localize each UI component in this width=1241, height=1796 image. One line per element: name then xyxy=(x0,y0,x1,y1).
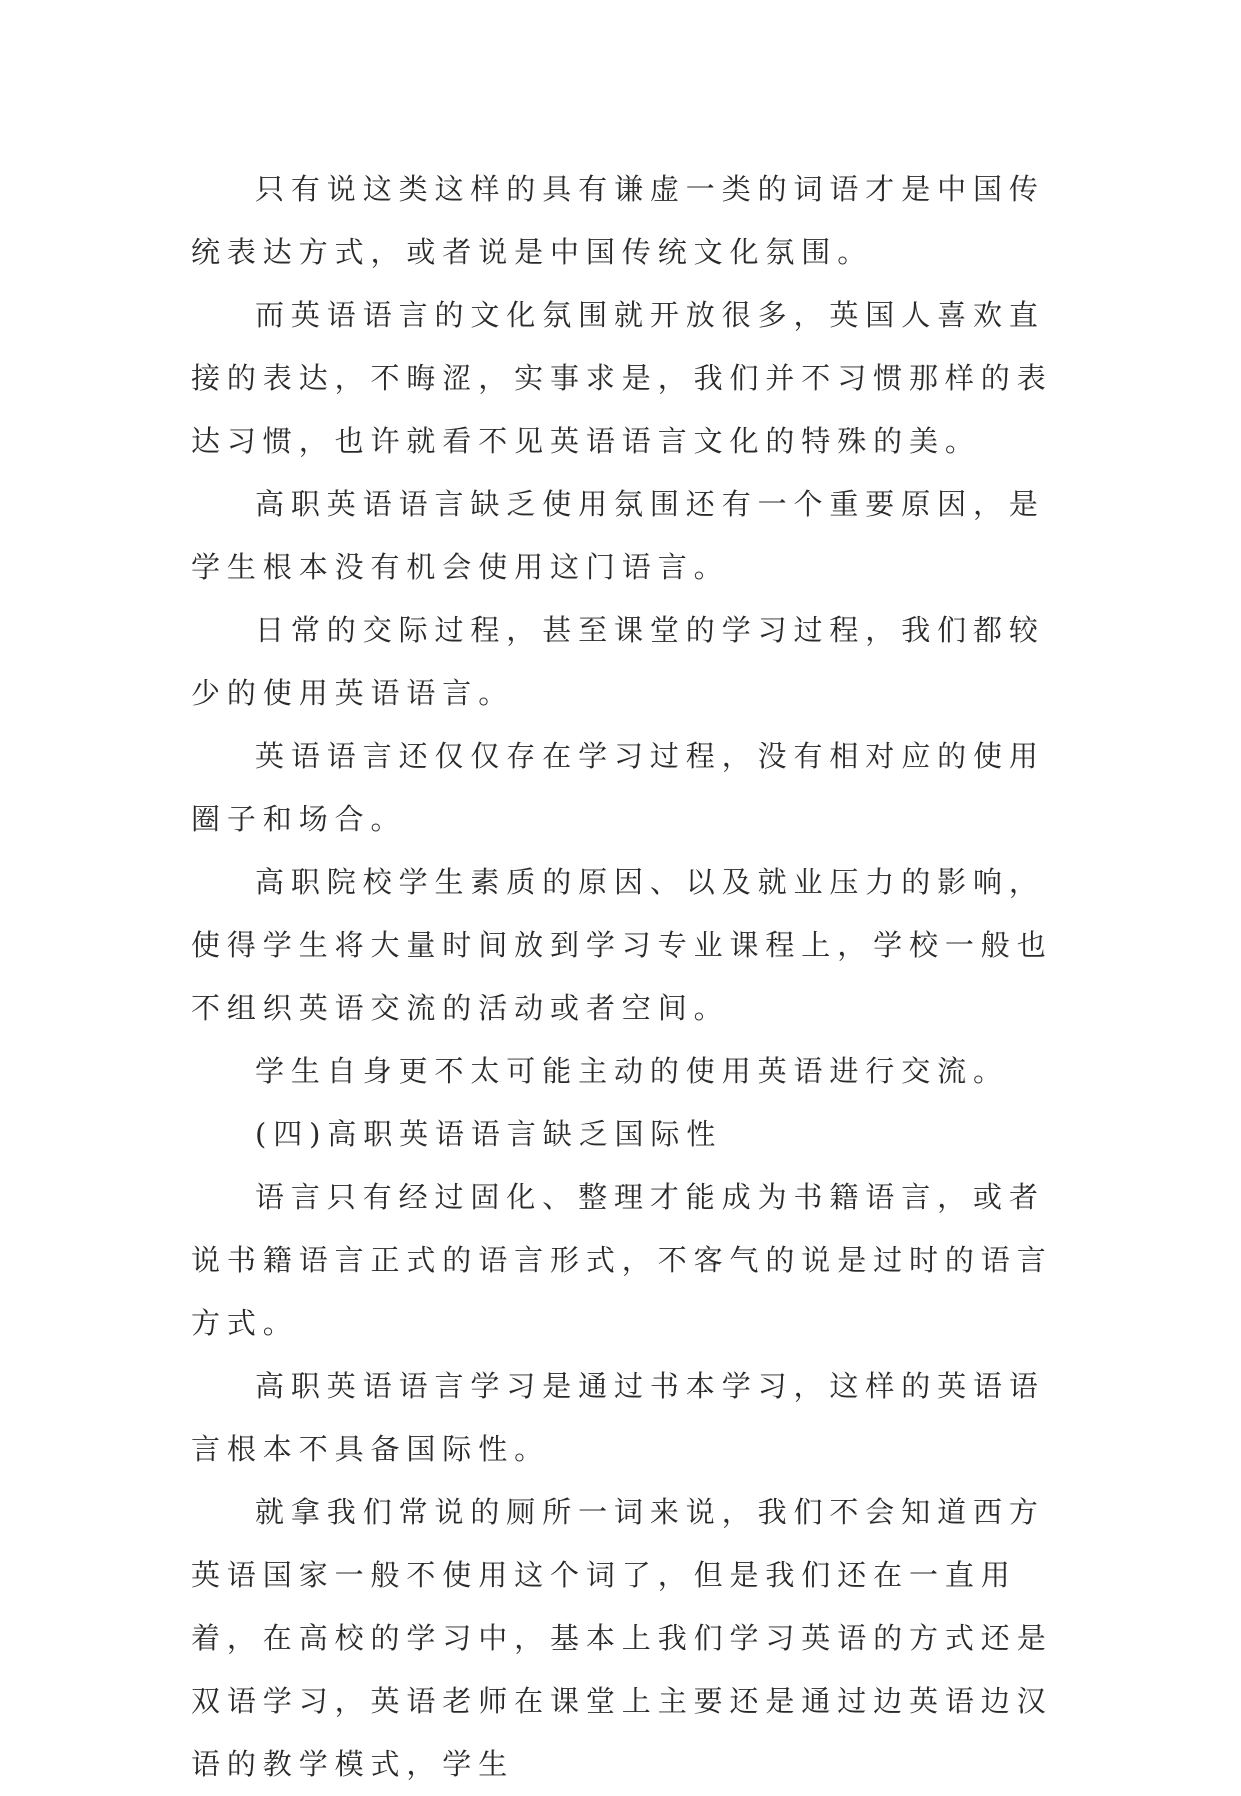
paragraph: 而英语语言的文化氛围就开放很多，英国人喜欢直接的表达，不晦涩，实事求是，我们并不习惯那样的表达习惯，也许就看不见英语语言文化的特殊的美。 xyxy=(191,298,1053,458)
paragraph: 高职英语语言缺乏使用氛围还有一个重要原因，是学生根本没有机会使用这门语言。 xyxy=(191,487,1045,584)
paragraph: 高职英语语言学习是通过书本学习，这样的英语语言根本不具备国际性。 xyxy=(191,1369,1045,1466)
paragraph: 高职院校学生素质的原因、以及就业压力的影响，使得学生将大量时间放到学习专业课程上，学校一般也不组织英语交流的活动或者空间。 xyxy=(191,865,1053,1025)
paragraph: 就拿我们常说的厕所一词来说，我们不会知道西方英语国家一般不使用这个词了，但是我们还在一直用着，在高校的学习中，基本上我们学习英语的方式还是双语学习，英语老师在课堂上主要还是通过边英语边汉语的教学模式，学生 xyxy=(191,1495,1053,1781)
section-heading: (四)高职英语语言缺乏国际性 xyxy=(255,1117,723,1151)
paragraph: 英语语言还仅仅存在学习过程，没有相对应的使用圈子和场合。 xyxy=(191,739,1045,836)
paragraph: 日常的交际过程，甚至课堂的学习过程，我们都较少的使用英语语言。 xyxy=(191,613,1045,710)
paragraph: 学生自身更不太可能主动的使用英语进行交流。 xyxy=(255,1054,1009,1088)
paragraph: 只有说这类这样的具有谦虚一类的词语才是中国传统表达方式，或者说是中国传统文化氛围。 xyxy=(191,172,1045,269)
document-body xyxy=(191,158,1059,1796)
paragraph: 语言只有经过固化、整理才能成为书籍语言，或者说书籍语言正式的语言形式，不客气的说是过时的语言方式。 xyxy=(191,1180,1053,1340)
